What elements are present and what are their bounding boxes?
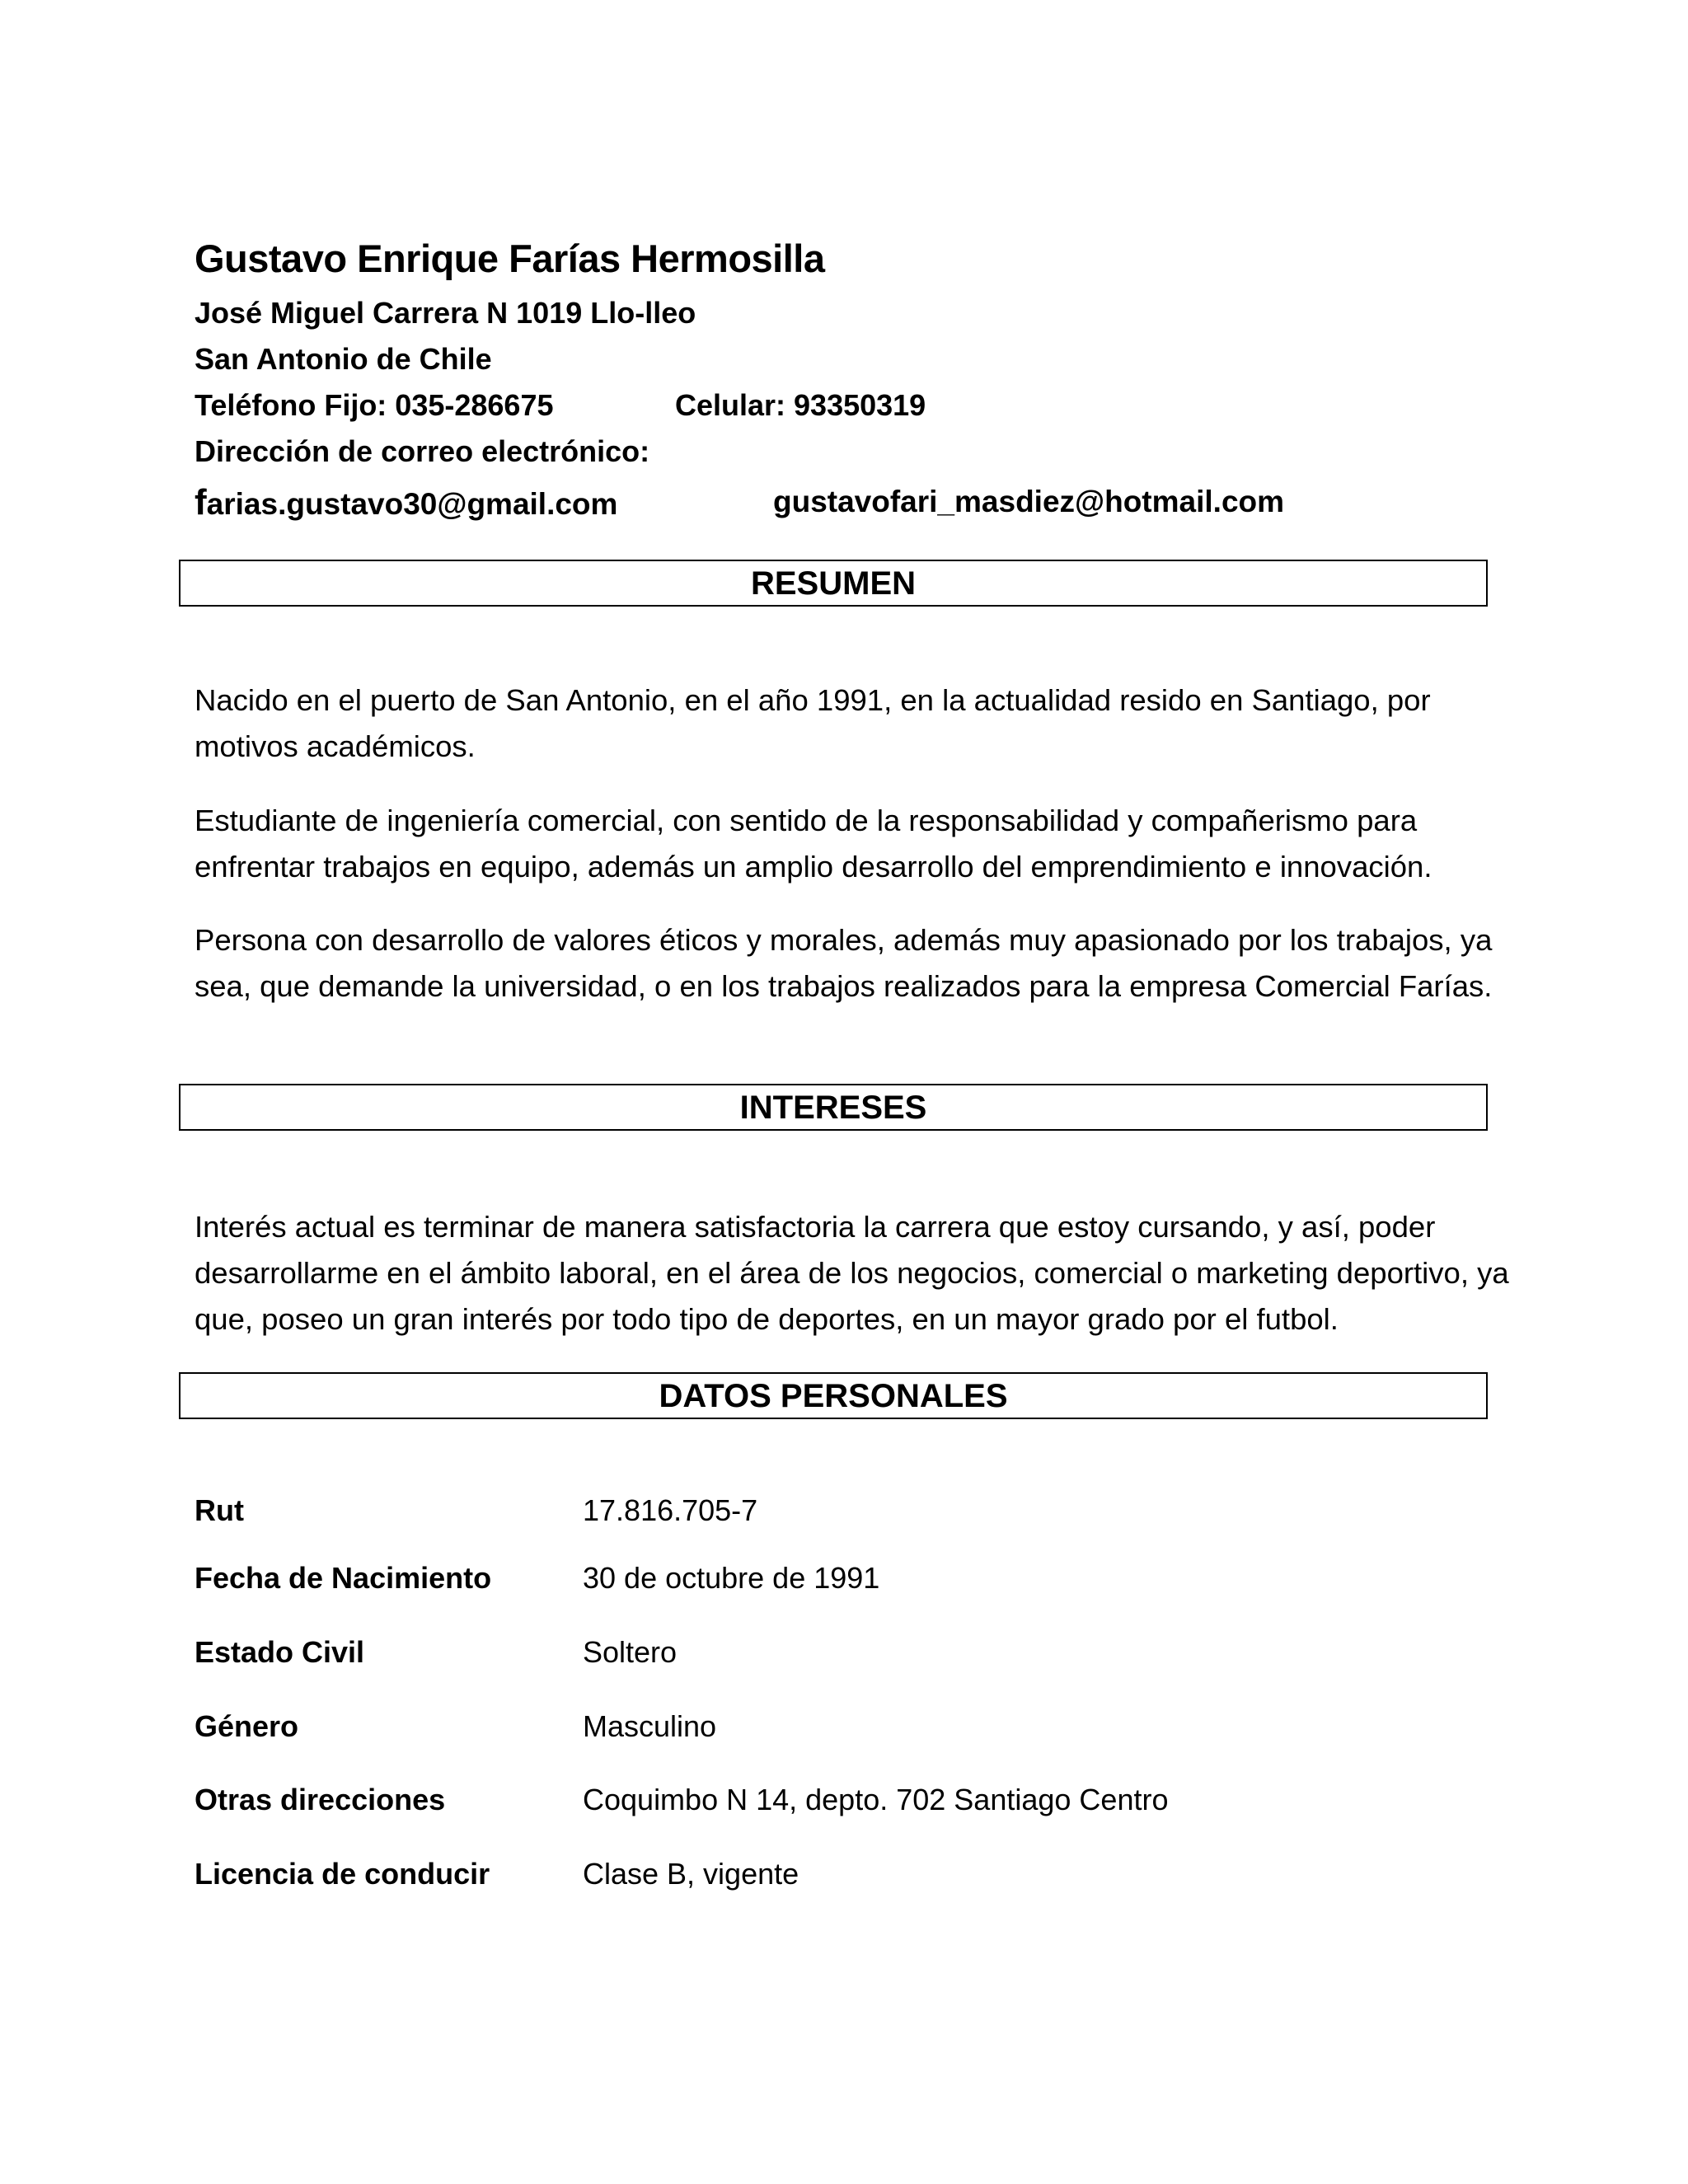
datos-licencia-value: Clase B, vigente — [583, 1857, 799, 1891]
datos-genero-label: Género — [195, 1709, 299, 1743]
datos-nacimiento-value: 30 de octubre de 1991 — [583, 1561, 880, 1595]
datos-estado-civil-label: Estado Civil — [195, 1635, 365, 1669]
section-intereses-title: INTERESES — [739, 1089, 927, 1126]
email-heading: Dirección de correo electrónico: — [195, 434, 650, 468]
section-resumen-header — [179, 560, 1488, 607]
email-primary-initial: f — [195, 482, 207, 523]
city-line: San Antonio de Chile — [195, 342, 492, 376]
resumen-paragraph-1: Nacido en el puerto de San Antonio, en el año 1991, en la actualidad resido en Santiago, por motivos académicos. — [195, 683, 1431, 763]
address-line: José Miguel Carrera N 1019 Llo-lleo — [195, 296, 696, 330]
datos-rut-label: Rut — [195, 1493, 244, 1527]
section-datos-title: DATOS PERSONALES — [659, 1377, 1008, 1414]
email-primary — [195, 482, 617, 523]
email-primary-rest: arias.gustavo30@gmail.com — [206, 487, 618, 521]
phone-line: Teléfono Fijo: 035-286675 — [195, 388, 554, 422]
datos-otras-direcciones-value: Coquimbo N 14, depto. 702 Santiago Centro — [583, 1783, 1169, 1816]
section-resumen-title: RESUMEN — [750, 565, 917, 602]
intereses-paragraph: Interés actual es terminar de manera satisfactoria la carrera que estoy cursando, y así, poder desarrollarme en el ámbito laboral, en el área de los negocios, comercial o marketing deportivo, ya que, poseo un gran interés por todo tipo de deportes, en un mayor grado por el futbol. — [195, 1210, 1509, 1336]
datos-estado-civil-value: Soltero — [583, 1635, 678, 1669]
resumen-paragraph-2: Estudiante de ingeniería comercial, con sentido de la responsabilidad y compañerismo para enfrentar trabajos en equipo, además un amplio desarrollo del emprendimiento e innovación. — [195, 804, 1432, 883]
email-secondary: gustavofari_masdiez@hotmail.com — [773, 485, 1285, 518]
section-intereses-header — [179, 1084, 1488, 1131]
section-datos-header — [179, 1372, 1488, 1419]
datos-nacimiento-label: Fecha de Nacimiento — [195, 1561, 492, 1595]
candidate-name: Gustavo Enrique Farías Hermosilla — [195, 237, 825, 280]
datos-licencia-label: Licencia de conducir — [195, 1857, 490, 1891]
datos-genero-value: Masculino — [583, 1709, 717, 1743]
resumen-paragraph-3: Persona con desarrollo de valores éticos y morales, además muy apasionado por los trabajos, ya sea, que demande la universidad, o en los trabajos realizados para la empresa Comercial Farías. — [195, 923, 1493, 1003]
mobile-line: Celular: 93350319 — [675, 388, 926, 422]
datos-otras-direcciones-label: Otras direcciones — [195, 1783, 446, 1816]
datos-rut-value: 17.816.705-7 — [583, 1493, 758, 1527]
